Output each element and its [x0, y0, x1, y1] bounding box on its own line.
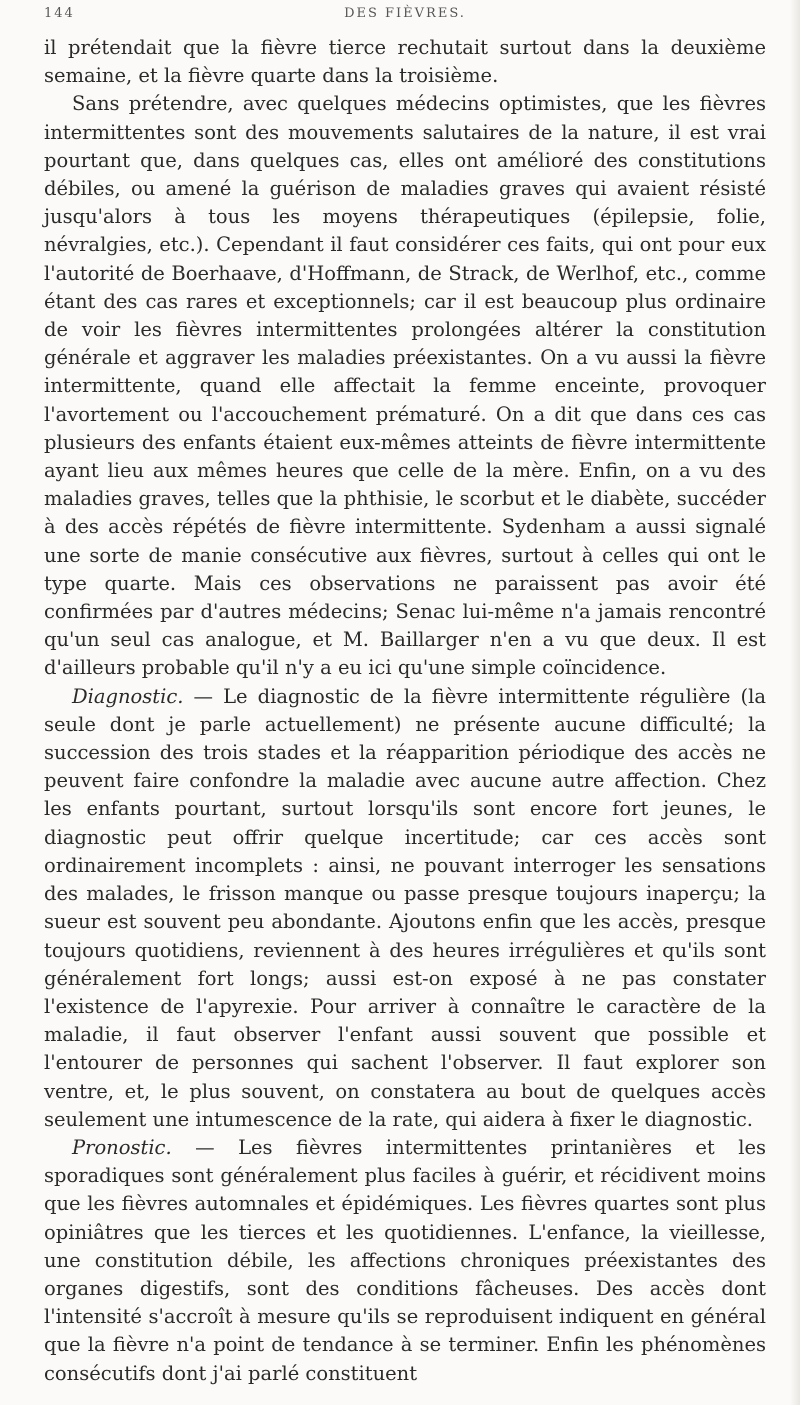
paragraph-continuation: [44, 34, 766, 90]
paragraph-diagnostic: [44, 683, 766, 1134]
section-title-diagnostic: Diagnostic.: [72, 684, 184, 708]
paragraph-text: — Les fièvres intermittentes printanières et les sporadiques sont généralement plus faciles à guérir, et récidivent moins que les fièvres automnales et épidémiques. Les fièvres quartes sont plus opiniâtres que les tierces et les quotidiennes. L'enfance, la vieillesse, une constitution débile, les affections chroniques préexistantes des organes digestifs, sont des conditions fâcheuses. Des accès dont l'intensité s'accroît à mesure qu'ils se reproduisent indiquent en général que la fièvre n'a point de tendance à se terminer. Enfin les phénomènes consécutifs dont j'ai parlé constituent: [44, 1135, 766, 1385]
section-title-pronostic: Pronostic.: [72, 1135, 172, 1159]
paragraph-text: Sans prétendre, avec quelques médecins optimistes, que les fièvres intermittentes sont des mouvements salutaires de la nature, il est vrai pourtant que, dans quelques cas, elles ont amélioré des constitutions débiles, ou amené la guérison de maladies graves qui avaient résisté jusqu'alors à tous les moyens thérapeutiques (épilepsie, folie, névralgies, etc.). Cependant il faut considérer ces faits, qui ont pour eux l'autorité de Boerhaave, d'Hoffmann, de Strack, de Werlhof, etc., comme étant des cas rares et exceptionnels; car il est beaucoup plus ordinaire de voir les fièvres intermittentes prolongées altérer la constitution générale et aggraver les maladies préexistantes. On a vu aussi la fièvre intermittente, quand elle affectait la femme enceinte, provoquer l'avortement ou l'accouchement prématuré. On a dit que dans ces cas plusieurs des enfants étaient eux-mêmes atteints de fièvre intermittente ayant lieu aux mêmes heures que celle de la mère. Enfin, on a vu des maladies graves, telles que la phthisie, le scorbut et le diabète, succéder à des accès répétés de fièvre intermittente. Sydenham a aussi signalé une sorte de manie consécutive aux fièvres, surtout à celles qui ont le type quarte. Mais ces observations ne paraissent pas avoir été confirmées par d'autres médecins; Senac lui-même n'a jamais rencontré qu'un seul cas analogue, et M. Baillarger n'en a vu que deux. Il est d'ailleurs probable qu'il n'y a eu ici qu'une simple coïncidence.: [44, 92, 766, 680]
book-page: [44, 0, 766, 1388]
running-title: DES FIÈVRES.: [344, 6, 466, 21]
paragraph-text: — Le diagnostic de la fièvre intermittente régulière (la seule dont je parle actuellement) ne présente aucune difficulté; la succession des trois stades et la réapparition périodique des accès ne peuvent faire confondre la maladie avec aucune autre affection. Chez les enfants pourtant, surtout lorsqu'ils sont encore fort jeunes, le diagnostic peut offrir quelque incertitude; car ces accès sont ordinairement incomplets : ainsi, ne pouvant interroger les sensations des malades, le frisson manque ou passe presque toujours inaperçu; la sueur est souvent peu abondante. Ajoutons enfin que les accès, presque toujours quotidiens, reviennent à des heures irrégulières et qu'ils sont généralement fort longs; aussi est-on exposé à ne pas constater l'existence de l'apyrexie. Pour arriver à connaître le caractère de la maladie, il faut observer l'enfant aussi souvent que possible et l'entourer de personnes qui sachent l'observer. Il faut explorer son ventre, et, le plus souvent, on constatera au bout de quelques accès seulement une intumescence de la rate, qui aidera à fixer le diagnostic.: [44, 684, 766, 1131]
running-head: [44, 0, 766, 34]
page-edge-shadow: [790, 0, 800, 1405]
paragraph-text: il prétendait que la fièvre tierce rechutait surtout dans la deuxième semaine, et la fièvre quarte dans la troisième.: [44, 36, 766, 88]
page-number: 144: [44, 6, 75, 21]
paragraph-intermittent-effects: [44, 90, 766, 682]
paragraph-pronostic: [44, 1134, 766, 1388]
body-text: [44, 34, 766, 1388]
